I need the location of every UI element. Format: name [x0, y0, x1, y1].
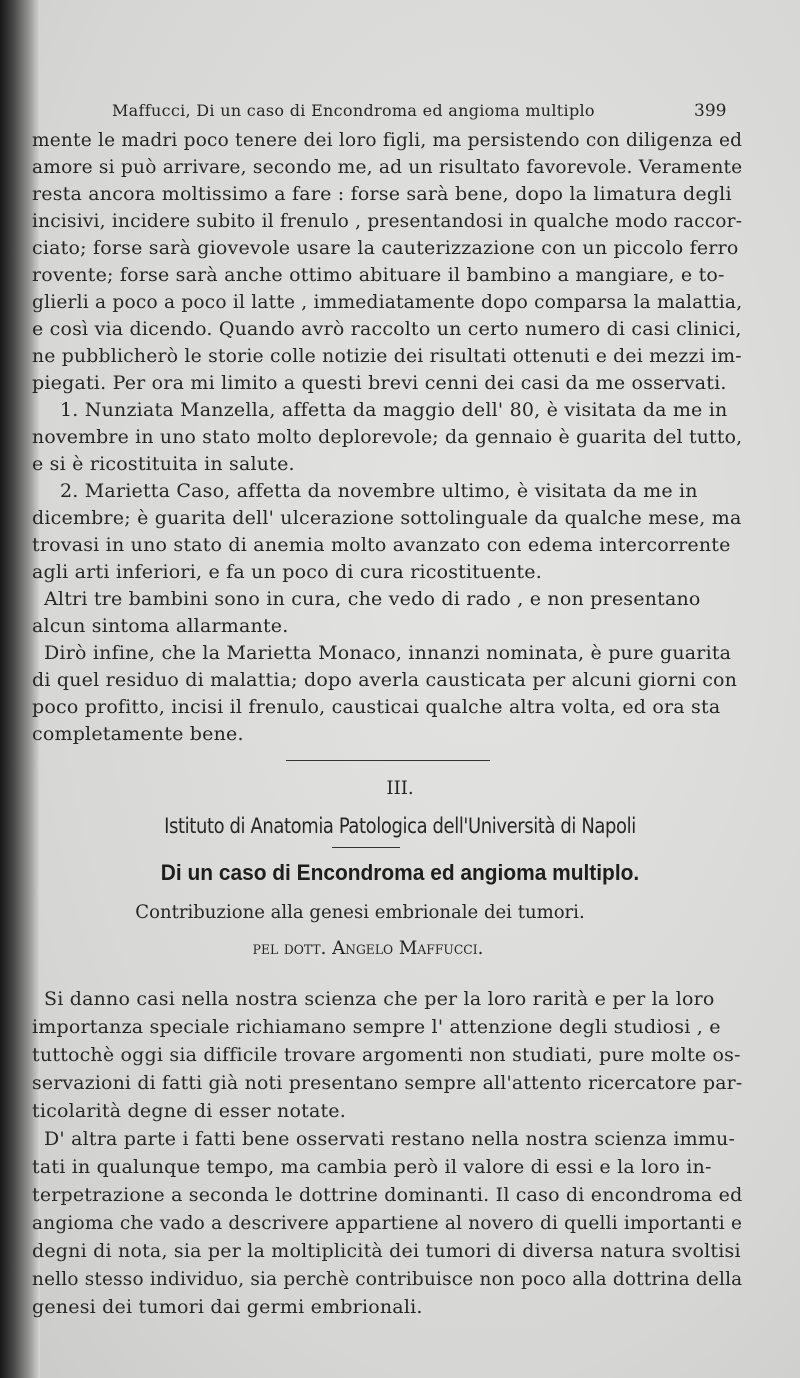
page-number: 399	[694, 101, 727, 121]
text-line: 2. Marietta Caso, affetta da novembre ultimo, è visitata da me in	[60, 480, 698, 502]
text-line: poco profitto, incisi il frenulo, causticai qualche altra volta, ed ora sta	[32, 696, 721, 718]
text-line: di quel residuo di malattia; dopo averla causticata per alcuni giorni con	[32, 669, 738, 691]
text-line: agli arti inferiori, e fa un poco di cura ricostituente.	[32, 561, 542, 583]
text-line: trovasi in uno stato di anemia molto avanzato con edema intercorrente	[32, 534, 731, 556]
running-header: Maffucci, Di un caso di Encondroma ed angioma multiplo	[112, 101, 595, 120]
text-line: novembre in uno stato molto deplorevole; da gennaio è guarita del tutto,	[32, 426, 743, 448]
text-line: e così via dicendo. Quando avrò raccolto un certo numero di casi clinici,	[32, 318, 742, 340]
text-line: resta ancora moltissimo a fare : forse sarà bene, dopo la limatura degli	[32, 183, 732, 205]
heading-underline-rule	[332, 847, 400, 848]
text-line: Altri tre bambini sono in cura, che vedo di rado , e non presentano	[44, 588, 701, 610]
article-subtitle: Contribuzione alla genesi embrionale dei tumori.	[135, 901, 585, 923]
text-line: Si danno casi nella nostra scienza che per la loro rarità e per la loro	[44, 988, 715, 1010]
text-line: piegati. Per ora mi limito a questi brevi cenni dei casi da me osservati.	[32, 372, 727, 394]
text-line: alcun sintoma allarmante.	[32, 615, 289, 637]
institute-heading: Istituto di Anatomia Patologica dell'Università di Napoli	[164, 814, 636, 838]
text-line: glierli a poco a poco il latte , immediatamente dopo comparsa la malattia,	[32, 291, 743, 313]
text-line: e si è ricostituita in salute.	[32, 453, 295, 475]
text-line: terpetrazione a seconda le dottrine dominanti. Il caso di encondroma ed	[32, 1184, 743, 1206]
text-line: mente le madri poco tenere dei loro figli, ma persistendo con diligenza ed	[32, 129, 743, 151]
text-line: ne pubblicherò le storie colle notizie dei risultati ottenuti e dei mezzi im-	[32, 345, 742, 367]
text-line: amore si può arrivare, secondo me, ad un risultato favorevole. Veramente	[32, 156, 743, 178]
text-line: 1. Nunziata Manzella, affetta da maggio dell' 80, è visitata da me in	[60, 399, 728, 421]
text-line: degni di nota, sia per la moltiplicità dei tumori di diversa natura svoltisi	[32, 1240, 741, 1262]
text-line: D' altra parte i fatti bene osservati restano nella nostra scienza immu-	[44, 1128, 736, 1150]
text-line: importanza speciale richiamano sempre l' attenzione degli studiosi , e	[32, 1016, 721, 1038]
text-line: dicembre; è guarita dell' ulcerazione sottolinguale da qualche mese, ma	[32, 507, 742, 529]
section-divider-rule	[286, 760, 490, 761]
text-line: ticolarità degne di esser notate.	[32, 1100, 346, 1122]
text-line: ciato; forse sarà giovevole usare la cauterizzazione con un piccolo ferro	[32, 237, 739, 259]
text-line: tuttochè oggi sia difficile trovare argomenti non studiati, pure molte os-	[32, 1044, 741, 1066]
text-line: Dirò infine, che la Marietta Monaco, innanzi nominata, è pure guarita	[44, 642, 732, 664]
section-number: III.	[386, 777, 414, 799]
article-title: Di un caso di Encondroma ed angioma multiplo.	[160, 860, 640, 885]
article-author: pel dott. Angelo Maffucci.	[252, 937, 484, 959]
text-line: genesi dei tumori dai germi embrionali.	[32, 1296, 423, 1318]
text-line: completamente bene.	[32, 723, 244, 745]
text-line: incisivi, incidere subito il frenulo , presentandosi in qualche modo raccor-	[32, 210, 743, 232]
text-line: nello stesso individuo, sia perchè contribuisce non poco alla dottrina della	[32, 1268, 743, 1290]
text-line: angioma che vado a descrivere appartiene al novero di quelli importanti e	[32, 1212, 743, 1234]
text-line: servazioni di fatti già noti presentano sempre all'attento ricercatore par-	[32, 1072, 743, 1094]
text-line: tati in qualunque tempo, ma cambia però il valore di essi e la loro in-	[32, 1156, 712, 1178]
text-line: rovente; forse sarà anche ottimo abituare il bambino a mangiare, e to-	[32, 264, 725, 286]
